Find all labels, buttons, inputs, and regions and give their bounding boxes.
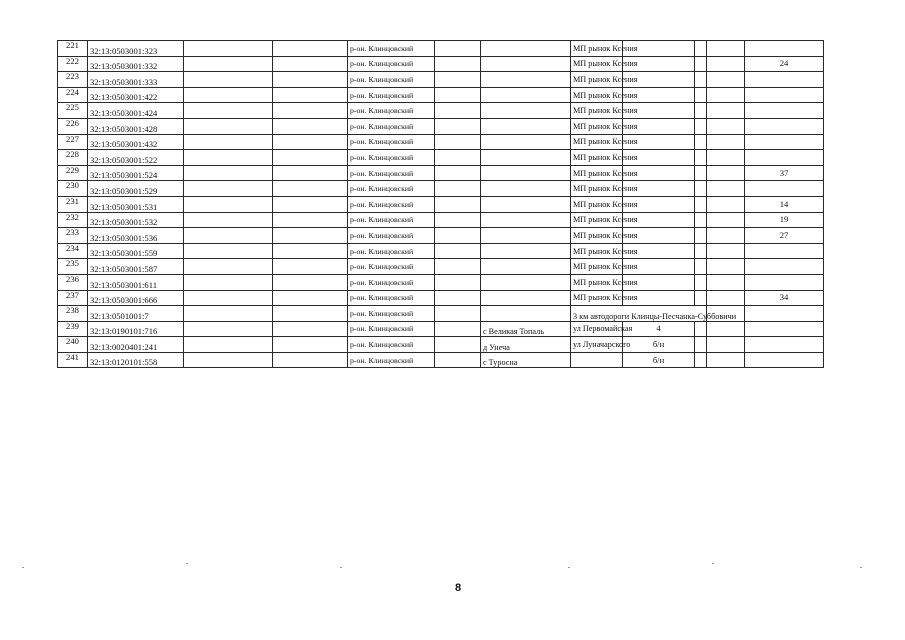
cadastral-number: 32:13:0503001:611 <box>88 274 184 290</box>
empty-cell <box>435 321 481 337</box>
scan-speck <box>186 563 188 564</box>
street-cell: МП рынок Ксения <box>571 274 623 290</box>
district-cell: р-он. Клинцовский <box>348 337 435 353</box>
empty-cell <box>184 56 273 72</box>
table-row <box>58 352 824 368</box>
cadastral-number: 32:13:0503001:536 <box>88 228 184 244</box>
empty-cell <box>695 259 707 275</box>
empty-cell <box>435 196 481 212</box>
empty-cell <box>707 196 745 212</box>
value-cell <box>745 306 824 322</box>
value-cell <box>745 337 824 353</box>
row-number: 223 <box>58 72 88 88</box>
location-cell: 3 км автодороги Клинцы-Песчанка-Суббовичи <box>571 306 707 322</box>
table-row <box>58 243 824 259</box>
empty-cell <box>435 118 481 134</box>
value-cell: 24 <box>745 56 824 72</box>
empty-cell <box>273 259 348 275</box>
settlement-cell <box>481 134 571 150</box>
value-cell: 27 <box>745 228 824 244</box>
empty-cell <box>435 134 481 150</box>
empty-cell <box>435 259 481 275</box>
table-row <box>58 150 824 166</box>
district-cell: р-он. Клинцовский <box>348 306 435 322</box>
empty-cell <box>184 41 273 57</box>
empty-cell <box>184 181 273 197</box>
street-cell: МП рынок Ксения <box>571 259 623 275</box>
empty-cell <box>273 228 348 244</box>
value-cell: 34 <box>745 290 824 306</box>
district-cell: р-он. Клинцовский <box>348 321 435 337</box>
value-cell <box>745 274 824 290</box>
empty-cell <box>707 56 745 72</box>
value-cell: 14 <box>745 196 824 212</box>
table-body <box>58 41 824 368</box>
empty-cell <box>435 306 481 322</box>
scan-speck <box>712 563 714 564</box>
table-row <box>58 228 824 244</box>
district-cell: р-он. Клинцовский <box>348 243 435 259</box>
cadastral-number: 32:13:0501001:7 <box>88 306 184 322</box>
district-cell: р-он. Клинцовский <box>348 150 435 166</box>
empty-cell <box>695 181 707 197</box>
empty-cell <box>695 165 707 181</box>
value-cell <box>745 352 824 368</box>
row-number: 229 <box>58 165 88 181</box>
empty-cell <box>184 196 273 212</box>
table-row <box>58 118 824 134</box>
empty-cell <box>435 72 481 88</box>
cadastral-number: 32:13:0503001:559 <box>88 243 184 259</box>
house-number-cell: б/н <box>623 352 695 368</box>
empty-cell <box>695 228 707 244</box>
table-row <box>58 290 824 306</box>
empty-cell <box>184 165 273 181</box>
empty-cell <box>184 290 273 306</box>
empty-cell <box>435 103 481 119</box>
street-cell: МП рынок Ксения <box>571 243 623 259</box>
cadastral-number: 32:13:0503001:323 <box>88 41 184 57</box>
empty-cell <box>695 196 707 212</box>
empty-cell <box>184 337 273 353</box>
row-number: 237 <box>58 290 88 306</box>
empty-cell <box>435 243 481 259</box>
cadastral-number: 32:13:0503001:587 <box>88 259 184 275</box>
empty-cell <box>707 150 745 166</box>
street-cell: МП рынок Ксения <box>571 72 623 88</box>
empty-cell <box>273 56 348 72</box>
land-plots-table <box>57 40 824 368</box>
value-cell <box>745 243 824 259</box>
settlement-cell <box>481 181 571 197</box>
empty-cell <box>707 290 745 306</box>
cadastral-number: 32:13:0190101:716 <box>88 321 184 337</box>
empty-cell <box>707 87 745 103</box>
cadastral-number: 32:13:0503001:666 <box>88 290 184 306</box>
cadastral-number: 32:13:0120101:558 <box>88 352 184 368</box>
empty-cell <box>273 118 348 134</box>
empty-cell <box>707 321 745 337</box>
empty-cell <box>695 243 707 259</box>
value-cell <box>745 72 824 88</box>
street-cell: МП рынок Ксения <box>571 165 623 181</box>
settlement-cell <box>481 150 571 166</box>
empty-cell <box>184 259 273 275</box>
district-cell: р-он. Клинцовский <box>348 134 435 150</box>
empty-cell <box>273 134 348 150</box>
street-cell: МП рынок Ксения <box>571 87 623 103</box>
settlement-cell <box>481 290 571 306</box>
empty-cell <box>273 41 348 57</box>
street-cell: МП рынок Ксения <box>571 56 623 72</box>
table-row <box>58 259 824 275</box>
settlement-cell: с Туросна <box>481 352 571 368</box>
empty-cell <box>273 306 348 322</box>
row-number: 240 <box>58 337 88 353</box>
empty-cell <box>707 181 745 197</box>
cadastral-number: 32:13:0503001:432 <box>88 134 184 150</box>
cadastral-number: 32:13:0503001:428 <box>88 118 184 134</box>
empty-cell <box>707 337 745 353</box>
table-row <box>58 134 824 150</box>
settlement-cell <box>481 228 571 244</box>
settlement-cell <box>481 87 571 103</box>
settlement-cell <box>481 274 571 290</box>
empty-cell <box>273 150 348 166</box>
district-cell: р-он. Клинцовский <box>348 165 435 181</box>
empty-cell <box>273 196 348 212</box>
row-number: 227 <box>58 134 88 150</box>
cadastral-number: 32:13:0503001:531 <box>88 196 184 212</box>
value-cell <box>745 134 824 150</box>
table-row <box>58 72 824 88</box>
district-cell: р-он. Клинцовский <box>348 274 435 290</box>
settlement-cell: с Великая Топаль <box>481 321 571 337</box>
street-cell: МП рынок Ксения <box>571 103 623 119</box>
empty-cell <box>273 243 348 259</box>
table-row <box>58 56 824 72</box>
empty-cell <box>435 352 481 368</box>
table-row <box>58 196 824 212</box>
empty-cell <box>695 72 707 88</box>
street-cell <box>571 352 623 368</box>
empty-cell <box>707 165 745 181</box>
empty-cell <box>707 118 745 134</box>
empty-cell <box>184 118 273 134</box>
row-number: 228 <box>58 150 88 166</box>
empty-cell <box>184 150 273 166</box>
empty-cell <box>273 321 348 337</box>
empty-cell <box>273 290 348 306</box>
empty-cell <box>695 134 707 150</box>
district-cell: р-он. Клинцовский <box>348 181 435 197</box>
empty-cell <box>273 181 348 197</box>
empty-cell <box>707 352 745 368</box>
empty-cell <box>273 212 348 228</box>
scan-speck <box>860 567 862 568</box>
empty-cell <box>273 274 348 290</box>
settlement-cell: д Унеча <box>481 337 571 353</box>
value-cell: 37 <box>745 165 824 181</box>
cadastral-number: 32:13:0503001:333 <box>88 72 184 88</box>
empty-cell <box>695 212 707 228</box>
value-cell <box>745 150 824 166</box>
settlement-cell <box>481 165 571 181</box>
row-number: 221 <box>58 41 88 57</box>
empty-cell <box>707 103 745 119</box>
empty-cell <box>273 352 348 368</box>
empty-cell <box>184 306 273 322</box>
table-row <box>58 165 824 181</box>
street-cell: МП рынок Ксения <box>571 290 623 306</box>
table-row <box>58 181 824 197</box>
empty-cell <box>184 87 273 103</box>
table-row <box>58 337 824 353</box>
value-cell <box>745 87 824 103</box>
value-cell <box>745 321 824 337</box>
row-number: 234 <box>58 243 88 259</box>
cadastral-number: 32:13:0503001:422 <box>88 87 184 103</box>
row-number: 222 <box>58 56 88 72</box>
table-row <box>58 321 824 337</box>
settlement-cell <box>481 103 571 119</box>
value-cell <box>745 259 824 275</box>
district-cell: р-он. Клинцовский <box>348 228 435 244</box>
empty-cell <box>273 337 348 353</box>
empty-cell <box>707 243 745 259</box>
empty-cell <box>695 321 707 337</box>
settlement-cell <box>481 212 571 228</box>
value-cell: 19 <box>745 212 824 228</box>
cadastral-number: 32:13:0020401:241 <box>88 337 184 353</box>
empty-cell <box>707 134 745 150</box>
empty-cell <box>435 41 481 57</box>
street-cell: МП рынок Ксения <box>571 228 623 244</box>
cadastral-number: 32:13:0503001:529 <box>88 181 184 197</box>
district-cell: р-он. Клинцовский <box>348 41 435 57</box>
street-cell: МП рынок Ксения <box>571 41 623 57</box>
empty-cell <box>273 87 348 103</box>
empty-cell <box>184 274 273 290</box>
empty-cell <box>695 290 707 306</box>
row-number: 239 <box>58 321 88 337</box>
district-cell: р-он. Клинцовский <box>348 212 435 228</box>
settlement-cell <box>481 259 571 275</box>
street-cell: МП рынок Ксения <box>571 181 623 197</box>
settlement-cell <box>481 196 571 212</box>
row-number: 230 <box>58 181 88 197</box>
empty-cell <box>707 41 745 57</box>
empty-cell <box>695 352 707 368</box>
row-number: 235 <box>58 259 88 275</box>
value-cell <box>745 103 824 119</box>
cadastral-number: 32:13:0503001:424 <box>88 103 184 119</box>
empty-cell <box>707 274 745 290</box>
table-row <box>58 306 824 322</box>
district-cell: р-он. Клинцовский <box>348 290 435 306</box>
empty-cell <box>695 87 707 103</box>
empty-cell <box>435 228 481 244</box>
table-row <box>58 103 824 119</box>
empty-cell <box>184 243 273 259</box>
cadastral-number: 32:13:0503001:532 <box>88 212 184 228</box>
empty-cell <box>695 274 707 290</box>
empty-cell <box>273 165 348 181</box>
table-row <box>58 212 824 228</box>
row-number: 238 <box>58 306 88 322</box>
row-number: 232 <box>58 212 88 228</box>
district-cell: р-он. Клинцовский <box>348 103 435 119</box>
empty-cell <box>184 134 273 150</box>
row-number: 241 <box>58 352 88 368</box>
row-number: 226 <box>58 118 88 134</box>
empty-cell <box>435 274 481 290</box>
settlement-cell <box>481 118 571 134</box>
page-number: 8 <box>455 582 462 594</box>
street-cell: ул Первомайская <box>571 321 623 337</box>
house-number-cell: б/н <box>623 337 695 353</box>
row-number: 225 <box>58 103 88 119</box>
scan-speck <box>22 567 24 568</box>
empty-cell <box>435 87 481 103</box>
value-cell <box>745 181 824 197</box>
street-cell: МП рынок Ксения <box>571 118 623 134</box>
empty-cell <box>435 165 481 181</box>
street-cell: МП рынок Ксения <box>571 212 623 228</box>
table-row <box>58 274 824 290</box>
settlement-cell <box>481 41 571 57</box>
scan-speck <box>568 567 570 568</box>
empty-cell <box>184 352 273 368</box>
settlement-cell <box>481 306 571 322</box>
empty-cell <box>707 259 745 275</box>
empty-cell <box>695 103 707 119</box>
value-cell <box>745 118 824 134</box>
empty-cell <box>695 337 707 353</box>
row-number: 233 <box>58 228 88 244</box>
empty-cell <box>695 56 707 72</box>
empty-cell <box>707 72 745 88</box>
empty-cell <box>695 41 707 57</box>
street-cell: МП рынок Ксения <box>571 134 623 150</box>
empty-cell <box>435 150 481 166</box>
empty-cell <box>435 337 481 353</box>
settlement-cell <box>481 243 571 259</box>
empty-cell <box>184 321 273 337</box>
district-cell: р-он. Клинцовский <box>348 259 435 275</box>
district-cell: р-он. Клинцовский <box>348 56 435 72</box>
street-cell: ул Луначарского <box>571 337 623 353</box>
district-cell: р-он. Клинцовский <box>348 352 435 368</box>
empty-cell <box>435 290 481 306</box>
table-row <box>58 87 824 103</box>
value-cell <box>745 41 824 57</box>
row-number: 236 <box>58 274 88 290</box>
settlement-cell <box>481 72 571 88</box>
empty-cell <box>695 150 707 166</box>
empty-cell <box>435 56 481 72</box>
street-cell: МП рынок Ксения <box>571 196 623 212</box>
empty-cell <box>273 72 348 88</box>
table-row <box>58 41 824 57</box>
street-cell: МП рынок Ксения <box>571 150 623 166</box>
settlement-cell <box>481 56 571 72</box>
district-cell: р-он. Клинцовский <box>348 118 435 134</box>
empty-cell <box>273 103 348 119</box>
cadastral-number: 32:13:0503001:332 <box>88 56 184 72</box>
row-number: 231 <box>58 196 88 212</box>
empty-cell <box>695 118 707 134</box>
district-cell: р-он. Клинцовский <box>348 72 435 88</box>
row-number: 224 <box>58 87 88 103</box>
cadastral-number: 32:13:0503001:522 <box>88 150 184 166</box>
empty-cell <box>435 181 481 197</box>
empty-cell <box>184 212 273 228</box>
house-number-cell: 4 <box>623 321 695 337</box>
district-cell: р-он. Клинцовский <box>348 87 435 103</box>
empty-cell <box>435 212 481 228</box>
district-cell: р-он. Клинцовский <box>348 196 435 212</box>
empty-cell <box>707 228 745 244</box>
cadastral-number: 32:13:0503001:524 <box>88 165 184 181</box>
scan-speck <box>340 567 342 568</box>
empty-cell <box>184 103 273 119</box>
empty-cell <box>184 72 273 88</box>
empty-cell <box>184 228 273 244</box>
empty-cell <box>707 212 745 228</box>
